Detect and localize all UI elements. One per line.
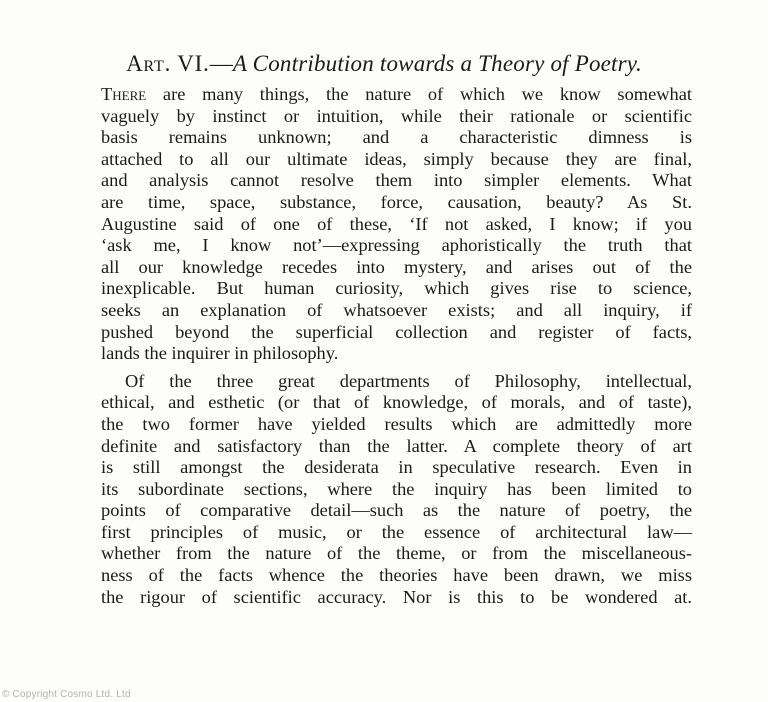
paragraph-1-line: vaguely by instinct or intuition, while their rationale or scientific: [101, 105, 692, 126]
paragraph-2-line: first principles of music, or the essence of architectural law—: [101, 521, 692, 542]
paragraph-1-line: attached to all our ultimate ideas, simply because they are final,: [101, 148, 692, 169]
first-line-rest: are many things, the nature of which we know somewhat: [146, 84, 692, 104]
title-dash: —: [209, 51, 233, 76]
paragraph-1-line: seeks an explanation of whatsoever exists; and all inquiry, if: [101, 299, 692, 320]
paragraph-2-line: the two former have yielded results which are admittedly more: [101, 413, 692, 434]
paragraph-2-line: definite and satisfactory than the latter. A complete theory of art: [101, 435, 692, 456]
paragraph-1-line: ‘ask me, I know not’—expressing aphoristically the truth that: [101, 235, 692, 256]
copyright-watermark: © Copyright Cosmo Ltd. Ltd: [2, 689, 131, 700]
paragraph-1-line: lands the inquirer in philosophy.: [101, 343, 339, 364]
paragraph-2-line: Of the three great departments of Philosophy, intellectual,: [125, 370, 692, 391]
paragraph-2-line: whether from the nature of the theme, or from the miscellaneous-: [101, 543, 692, 564]
article-number: Art. VI.: [126, 51, 210, 76]
paragraph-1-line: and analysis cannot resolve them into simpler elements. What: [101, 170, 692, 191]
paragraph-2-line: the rigour of scientific accuracy. Nor is this to be wondered at.: [101, 586, 692, 607]
drop-word: There: [101, 84, 147, 104]
paragraph-2-line: ethical, and esthetic (or that of knowledge, of morals, and of taste),: [101, 392, 692, 413]
paragraph-2-line: points of comparative detail—such as the nature of poetry, the: [101, 500, 692, 521]
article-body: [101, 84, 692, 608]
paragraph-1-line: pushed beyond the superficial collection and register of facts,: [101, 321, 692, 342]
paragraph-2-line: its subordinate sections, where the inquiry has been limited to: [101, 478, 692, 499]
paragraph-1-line: all our knowledge recedes into mystery, and arises out of the: [101, 256, 692, 277]
article-title-italic: A Contribution towards a Theory of Poetry.: [232, 51, 642, 76]
paragraph-1-line: are time, space, substance, force, causation, beauty? As St.: [101, 191, 692, 212]
article-title: [0, 49, 768, 79]
paragraph-1-line-1: [101, 84, 692, 106]
paragraph-1-line: inexplicable. But human curiosity, which gives rise to science,: [101, 278, 692, 299]
paragraph-2-line: is still amongst the desiderata in speculative research. Even in: [101, 457, 692, 478]
paragraph-2-line: ness of the facts whence the theories have been drawn, we miss: [101, 565, 692, 586]
paragraph-1-line: basis remains unknown; and a characteristic dimness is: [101, 127, 692, 148]
paragraph-1-line: Augustine said of one of these, ‘If not asked, I know; if you: [101, 213, 692, 234]
